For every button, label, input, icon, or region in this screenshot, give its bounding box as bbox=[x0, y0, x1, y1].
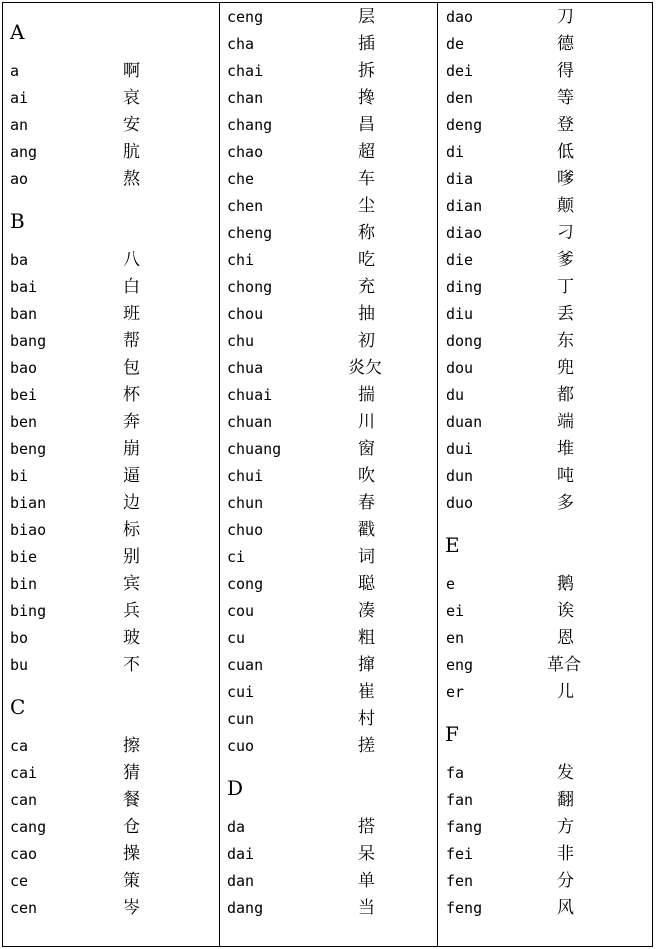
pinyin-syllable: di bbox=[446, 143, 465, 161]
table-row bbox=[220, 841, 437, 868]
table-row bbox=[438, 31, 652, 58]
section-letter-e: E bbox=[445, 533, 460, 557]
example-character: 戳 bbox=[358, 520, 375, 540]
pinyin-syllable: ban bbox=[10, 305, 38, 323]
example-character: 吃 bbox=[358, 250, 375, 270]
example-character: 凑 bbox=[358, 601, 375, 621]
table-row bbox=[3, 301, 219, 328]
example-character: 包 bbox=[123, 358, 140, 378]
table-row bbox=[3, 841, 219, 868]
table-row bbox=[220, 247, 437, 274]
pinyin-syllable: du bbox=[446, 386, 465, 404]
example-character: 嗲 bbox=[557, 169, 574, 189]
example-character: 仓 bbox=[123, 817, 140, 837]
pinyin-syllable: cha bbox=[227, 35, 255, 53]
pinyin-syllable: fen bbox=[446, 872, 474, 890]
table-row bbox=[220, 382, 437, 409]
section-letter-b: B bbox=[10, 209, 25, 233]
table-row bbox=[220, 436, 437, 463]
table-row bbox=[438, 58, 652, 85]
table-row bbox=[220, 652, 437, 679]
example-character: 帮 bbox=[123, 331, 140, 351]
pinyin-syllable: bi bbox=[10, 467, 29, 485]
table-row bbox=[220, 814, 437, 841]
example-character: 刁 bbox=[557, 223, 574, 243]
example-character: 分 bbox=[557, 871, 574, 891]
table-row bbox=[220, 409, 437, 436]
table-row bbox=[220, 625, 437, 652]
table-row bbox=[3, 814, 219, 841]
table-row bbox=[3, 787, 219, 814]
table-row bbox=[438, 841, 652, 868]
table-row bbox=[438, 571, 652, 598]
example-character: 杯 bbox=[123, 385, 140, 405]
pinyin-syllable: dong bbox=[446, 332, 483, 350]
pinyin-syllable: bang bbox=[10, 332, 47, 350]
table-row bbox=[438, 166, 652, 193]
example-character: 非 bbox=[557, 844, 574, 864]
example-character: 东 bbox=[557, 331, 574, 351]
pinyin-syllable: cao bbox=[10, 845, 38, 863]
example-character: 窗 bbox=[358, 439, 375, 459]
table-row bbox=[438, 598, 652, 625]
table-row bbox=[3, 733, 219, 760]
example-character: 词 bbox=[358, 547, 375, 567]
table-row bbox=[438, 220, 652, 247]
table-row bbox=[220, 598, 437, 625]
table-row bbox=[3, 517, 219, 544]
pinyin-syllable: bie bbox=[10, 548, 38, 566]
pinyin-syllable: chao bbox=[227, 143, 264, 161]
example-character: 撺 bbox=[358, 655, 375, 675]
table-row bbox=[220, 220, 437, 247]
example-character: 啊 bbox=[123, 61, 140, 81]
example-character: 堆 bbox=[557, 439, 574, 459]
example-character: 翻 bbox=[557, 790, 574, 810]
example-character: 风 bbox=[557, 898, 574, 918]
section-letter-d: D bbox=[227, 776, 244, 800]
table-row bbox=[3, 895, 219, 922]
table-row bbox=[3, 355, 219, 382]
table-row bbox=[438, 328, 652, 355]
pinyin-syllable: eng bbox=[446, 656, 474, 674]
pinyin-syllable: cheng bbox=[227, 224, 273, 242]
table-row bbox=[3, 760, 219, 787]
pinyin-syllable: che bbox=[227, 170, 255, 188]
table-row bbox=[438, 679, 652, 706]
example-character: 兜 bbox=[557, 358, 574, 378]
table-row bbox=[438, 274, 652, 301]
table-row bbox=[3, 490, 219, 517]
example-character: 搀 bbox=[358, 88, 375, 108]
table-row bbox=[3, 436, 219, 463]
pinyin-syllable: dei bbox=[446, 62, 474, 80]
table-row bbox=[220, 895, 437, 922]
pinyin-syllable: cen bbox=[10, 899, 38, 917]
example-character: 炎欠 bbox=[348, 358, 382, 378]
pinyin-syllable: chui bbox=[227, 467, 264, 485]
table-row bbox=[3, 139, 219, 166]
example-character: 玻 bbox=[123, 628, 140, 648]
table-row bbox=[3, 166, 219, 193]
example-character: 初 bbox=[358, 331, 375, 351]
pinyin-syllable: bei bbox=[10, 386, 38, 404]
example-character: 单 bbox=[358, 871, 375, 891]
pinyin-syllable: chen bbox=[227, 197, 264, 215]
table-row bbox=[3, 544, 219, 571]
table-row bbox=[3, 274, 219, 301]
example-character: 擦 bbox=[123, 736, 140, 756]
pinyin-syllable: duan bbox=[446, 413, 483, 431]
pinyin-syllable: den bbox=[446, 89, 474, 107]
pinyin-syllable: fei bbox=[446, 845, 474, 863]
pinyin-syllable: cui bbox=[227, 683, 255, 701]
pinyin-syllable: en bbox=[446, 629, 465, 647]
table-row bbox=[438, 787, 652, 814]
pinyin-syllable: dan bbox=[227, 872, 255, 890]
section-letter-c: C bbox=[10, 695, 26, 719]
pinyin-syllable: ao bbox=[10, 170, 29, 188]
example-character: 得 bbox=[557, 61, 574, 81]
pinyin-syllable: cou bbox=[227, 602, 255, 620]
pinyin-syllable: chun bbox=[227, 494, 264, 512]
table-row bbox=[438, 139, 652, 166]
table-row bbox=[438, 868, 652, 895]
table-row bbox=[220, 301, 437, 328]
pinyin-syllable: bin bbox=[10, 575, 38, 593]
pinyin-syllable: diao bbox=[446, 224, 483, 242]
example-character: 白 bbox=[123, 277, 140, 297]
example-character: 安 bbox=[123, 115, 140, 135]
table-row bbox=[220, 544, 437, 571]
pinyin-syllable: chuo bbox=[227, 521, 264, 539]
example-character: 标 bbox=[123, 520, 140, 540]
table-row bbox=[438, 382, 652, 409]
pinyin-syllable: cong bbox=[227, 575, 264, 593]
example-character: 村 bbox=[358, 709, 375, 729]
pinyin-syllable: chuang bbox=[227, 440, 282, 458]
example-character: 八 bbox=[123, 250, 140, 270]
pinyin-syllable: can bbox=[10, 791, 38, 809]
table-row bbox=[220, 193, 437, 220]
table-row bbox=[220, 85, 437, 112]
table-row bbox=[438, 247, 652, 274]
example-character: 别 bbox=[123, 547, 140, 567]
example-character: 拆 bbox=[358, 61, 375, 81]
table-row bbox=[3, 598, 219, 625]
example-character: 低 bbox=[557, 142, 574, 162]
example-character: 聪 bbox=[358, 574, 375, 594]
table-row bbox=[220, 706, 437, 733]
table-row bbox=[438, 85, 652, 112]
example-character: 抽 bbox=[358, 304, 375, 324]
table-row bbox=[3, 58, 219, 85]
table-row bbox=[220, 733, 437, 760]
example-character: 登 bbox=[557, 115, 574, 135]
pinyin-syllable: chu bbox=[227, 332, 255, 350]
pinyin-syllable: duo bbox=[446, 494, 474, 512]
pinyin-syllable: cuan bbox=[227, 656, 264, 674]
example-character: 逼 bbox=[123, 466, 140, 486]
example-character: 吹 bbox=[358, 466, 375, 486]
pinyin-syllable: chua bbox=[227, 359, 264, 377]
table-row bbox=[438, 409, 652, 436]
example-character: 丁 bbox=[557, 277, 574, 297]
table-row bbox=[3, 112, 219, 139]
table-row bbox=[438, 814, 652, 841]
pinyin-syllable: bao bbox=[10, 359, 38, 377]
example-character: 崩 bbox=[123, 439, 140, 459]
example-character: 刀 bbox=[557, 7, 574, 27]
example-character: 兵 bbox=[123, 601, 140, 621]
example-character: 称 bbox=[358, 223, 375, 243]
table-row bbox=[3, 409, 219, 436]
example-character: 尘 bbox=[358, 196, 375, 216]
example-character: 插 bbox=[358, 34, 375, 54]
pinyin-syllable: ceng bbox=[227, 8, 264, 26]
example-character: 粗 bbox=[358, 628, 375, 648]
pinyin-syllable: chuan bbox=[227, 413, 273, 431]
table-row bbox=[438, 193, 652, 220]
example-character: 岑 bbox=[123, 898, 140, 918]
table-row bbox=[438, 463, 652, 490]
table-row bbox=[438, 436, 652, 463]
pinyin-syllable: ang bbox=[10, 143, 38, 161]
example-character: 端 bbox=[557, 412, 574, 432]
example-character: 餐 bbox=[123, 790, 140, 810]
pinyin-syllable: ben bbox=[10, 413, 38, 431]
example-character: 发 bbox=[557, 763, 574, 783]
pinyin-syllable: biao bbox=[10, 521, 47, 539]
pinyin-syllable: bing bbox=[10, 602, 47, 620]
table-row bbox=[3, 247, 219, 274]
pinyin-syllable: chi bbox=[227, 251, 255, 269]
table-row bbox=[220, 166, 437, 193]
pinyin-syllable: cu bbox=[227, 629, 246, 647]
pinyin-syllable: chou bbox=[227, 305, 264, 323]
example-character: 昌 bbox=[358, 115, 375, 135]
example-character: 不 bbox=[123, 655, 140, 675]
table-row bbox=[438, 625, 652, 652]
pinyin-syllable: deng bbox=[446, 116, 483, 134]
example-character: 崔 bbox=[358, 682, 375, 702]
example-character: 宾 bbox=[123, 574, 140, 594]
pinyin-syllable: cuo bbox=[227, 737, 255, 755]
table-row bbox=[438, 760, 652, 787]
example-character: 颠 bbox=[557, 196, 574, 216]
pinyin-syllable: chong bbox=[227, 278, 273, 296]
example-character: 班 bbox=[123, 304, 140, 324]
example-character: 春 bbox=[358, 493, 375, 513]
pinyin-syllable: dou bbox=[446, 359, 474, 377]
pinyin-syllable: ci bbox=[227, 548, 246, 566]
table-row bbox=[438, 355, 652, 382]
table-row bbox=[438, 895, 652, 922]
pinyin-syllable: cun bbox=[227, 710, 255, 728]
table-row bbox=[438, 652, 652, 679]
table-row bbox=[3, 625, 219, 652]
example-character: 爹 bbox=[557, 250, 574, 270]
pinyin-syllable: beng bbox=[10, 440, 47, 458]
pinyin-syllable: dian bbox=[446, 197, 483, 215]
table-column-3 bbox=[438, 3, 652, 946]
table-row bbox=[220, 355, 437, 382]
pinyin-table bbox=[2, 2, 653, 947]
table-row bbox=[3, 328, 219, 355]
example-character: 奔 bbox=[123, 412, 140, 432]
table-row bbox=[220, 517, 437, 544]
pinyin-syllable: fan bbox=[446, 791, 474, 809]
pinyin-syllable: dui bbox=[446, 440, 474, 458]
example-character: 操 bbox=[123, 844, 140, 864]
table-row bbox=[220, 139, 437, 166]
example-character: 儿 bbox=[557, 682, 574, 702]
section-letter-a: A bbox=[10, 20, 25, 44]
pinyin-syllable: dun bbox=[446, 467, 474, 485]
pinyin-syllable: da bbox=[227, 818, 246, 836]
pinyin-syllable: a bbox=[10, 62, 20, 80]
pinyin-syllable: bu bbox=[10, 656, 29, 674]
pinyin-syllable: an bbox=[10, 116, 29, 134]
pinyin-syllable: er bbox=[446, 683, 465, 701]
table-row bbox=[3, 571, 219, 598]
table-row bbox=[438, 112, 652, 139]
example-character: 当 bbox=[358, 898, 375, 918]
example-character: 方 bbox=[557, 817, 574, 837]
table-row bbox=[438, 4, 652, 31]
pinyin-syllable: ei bbox=[446, 602, 465, 620]
table-row bbox=[220, 4, 437, 31]
pinyin-syllable: e bbox=[446, 575, 456, 593]
table-row bbox=[438, 490, 652, 517]
pinyin-syllable: cang bbox=[10, 818, 47, 836]
example-character: 鹅 bbox=[557, 574, 574, 594]
pinyin-syllable: chuai bbox=[227, 386, 273, 404]
table-row bbox=[3, 85, 219, 112]
pinyin-syllable: ai bbox=[10, 89, 29, 107]
example-character: 充 bbox=[358, 277, 375, 297]
pinyin-syllable: die bbox=[446, 251, 474, 269]
table-row bbox=[3, 382, 219, 409]
pinyin-syllable: bo bbox=[10, 629, 29, 647]
pinyin-syllable: ce bbox=[10, 872, 29, 890]
example-character: 吨 bbox=[557, 466, 574, 486]
table-row bbox=[3, 463, 219, 490]
section-letter-f: F bbox=[445, 722, 459, 746]
pinyin-syllable: cai bbox=[10, 764, 38, 782]
pinyin-syllable: fang bbox=[446, 818, 483, 836]
example-character: 都 bbox=[557, 385, 574, 405]
pinyin-syllable: dang bbox=[227, 899, 264, 917]
pinyin-syllable: ding bbox=[446, 278, 483, 296]
example-character: 搓 bbox=[358, 736, 375, 756]
pinyin-syllable: chang bbox=[227, 116, 273, 134]
example-character: 德 bbox=[557, 34, 574, 54]
example-character: 边 bbox=[123, 493, 140, 513]
example-character: 搭 bbox=[358, 817, 375, 837]
table-row bbox=[220, 31, 437, 58]
example-character: 哀 bbox=[123, 88, 140, 108]
example-character: 揣 bbox=[358, 385, 375, 405]
pinyin-syllable: feng bbox=[446, 899, 483, 917]
example-character: 层 bbox=[358, 7, 375, 27]
table-row bbox=[438, 301, 652, 328]
example-character: 恩 bbox=[557, 628, 574, 648]
table-column-2 bbox=[220, 3, 438, 946]
pinyin-syllable: fa bbox=[446, 764, 465, 782]
example-character: 革合 bbox=[547, 655, 581, 675]
example-character: 超 bbox=[358, 142, 375, 162]
table-row bbox=[220, 571, 437, 598]
table-column-1 bbox=[3, 3, 220, 946]
pinyin-syllable: chan bbox=[227, 89, 264, 107]
pinyin-syllable: chai bbox=[227, 62, 264, 80]
pinyin-syllable: dai bbox=[227, 845, 255, 863]
example-character: 熬 bbox=[123, 169, 140, 189]
table-row bbox=[220, 328, 437, 355]
pinyin-syllable: diu bbox=[446, 305, 474, 323]
example-character: 多 bbox=[557, 493, 574, 513]
table-row bbox=[220, 274, 437, 301]
pinyin-syllable: ba bbox=[10, 251, 29, 269]
pinyin-syllable: de bbox=[446, 35, 465, 53]
example-character: 肮 bbox=[123, 142, 140, 162]
table-row bbox=[220, 112, 437, 139]
example-character: 等 bbox=[557, 88, 574, 108]
example-character: 丢 bbox=[557, 304, 574, 324]
example-character: 猜 bbox=[123, 763, 140, 783]
example-character: 川 bbox=[358, 412, 375, 432]
pinyin-syllable: ca bbox=[10, 737, 29, 755]
table-row bbox=[220, 58, 437, 85]
table-row bbox=[220, 490, 437, 517]
pinyin-syllable: bai bbox=[10, 278, 38, 296]
example-character: 诶 bbox=[557, 601, 574, 621]
table-row bbox=[3, 652, 219, 679]
table-row bbox=[3, 868, 219, 895]
table-row bbox=[220, 463, 437, 490]
pinyin-syllable: bian bbox=[10, 494, 47, 512]
pinyin-syllable: dao bbox=[446, 8, 474, 26]
example-character: 呆 bbox=[358, 844, 375, 864]
example-character: 车 bbox=[358, 169, 375, 189]
table-row bbox=[220, 679, 437, 706]
example-character: 策 bbox=[123, 871, 140, 891]
pinyin-syllable: dia bbox=[446, 170, 474, 188]
table-row bbox=[220, 868, 437, 895]
